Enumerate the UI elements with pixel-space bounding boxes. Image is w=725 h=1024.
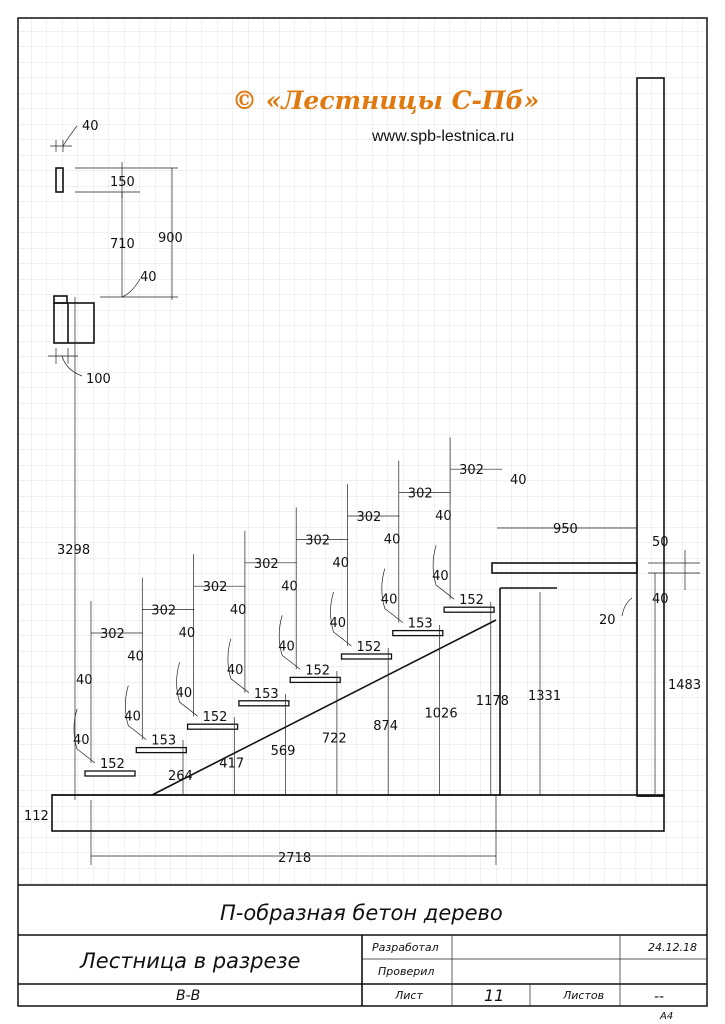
height-label: 1178	[475, 694, 509, 709]
tread-thickness-label: 40	[435, 509, 452, 525]
riser-height-label: 153	[407, 616, 433, 632]
tread-thickness-label: 40	[124, 709, 141, 725]
height-label: 569	[270, 744, 296, 759]
dim-post-top: 40	[140, 270, 157, 285]
tread-thickness-label: 40	[278, 639, 295, 655]
dim-900: 900	[158, 231, 183, 246]
height-label: 264	[168, 769, 193, 784]
riser-height-label: 153	[151, 733, 177, 749]
tread-thickness-label: 40	[226, 662, 244, 678]
riser-height-label: 152	[459, 593, 484, 609]
sheets-label: Листов	[563, 989, 605, 1002]
dim-rail-height: 150	[110, 175, 135, 190]
going-label: 302	[356, 510, 382, 525]
riser-height-label: 152	[100, 757, 125, 772]
dim-landing-thickness: 50	[652, 535, 669, 550]
tread-thickness-label: 40	[383, 532, 401, 548]
tread-thickness-label: 40	[510, 473, 527, 488]
sheet-label: Лист	[395, 989, 423, 1002]
tread-thickness-label: 40	[73, 733, 90, 748]
dim-landing-edge: 20	[599, 613, 616, 628]
site-url: www.spb-lestnica.ru	[372, 128, 515, 145]
date: 24.12.18	[648, 941, 697, 954]
tread-thickness-label: 40	[329, 616, 347, 631]
going-label: 302	[305, 533, 331, 549]
riser-height-label: 153	[253, 686, 279, 702]
tread-thickness-label: 40	[380, 592, 398, 608]
dim-rail-gap: 710	[110, 237, 135, 252]
dim-landing-length: 950	[553, 522, 578, 537]
height-label: 417	[219, 756, 245, 772]
tread-thickness-label: 40	[178, 626, 196, 642]
grid-background	[18, 18, 707, 885]
sheets-value: --	[654, 989, 665, 1005]
going-label: 302	[151, 603, 177, 619]
project-title: П-образная бетон дерево	[220, 901, 503, 925]
height-label: 874	[373, 719, 399, 734]
dim-landing-side: 40	[652, 592, 669, 607]
going-label: 302	[100, 627, 125, 642]
dim-total-height: 3298	[57, 543, 91, 558]
tread-thickness-label: 40	[229, 602, 247, 618]
dim-floor-thickness: 112	[24, 809, 49, 824]
tread-thickness-label: 40	[332, 556, 350, 571]
going-label: 302	[253, 556, 279, 572]
riser-height-label: 152	[202, 710, 228, 726]
tread-thickness-label: 40	[175, 686, 193, 702]
tread-thickness-label: 40	[281, 579, 298, 595]
tread-thickness-label: 40	[127, 649, 144, 665]
riser-height-label: 152	[305, 663, 331, 679]
going-label: 302	[459, 463, 484, 479]
dim-post-width: 100	[86, 372, 111, 387]
drawing-title: Лестница в разрезе	[80, 949, 301, 973]
title-block	[18, 885, 707, 1022]
height-label: 1026	[424, 706, 458, 722]
format-label: А4	[660, 1011, 674, 1022]
tread-thickness-label: 40	[432, 569, 449, 585]
dim-landing-height: 1483	[668, 678, 702, 693]
sheet-number: 11	[484, 986, 505, 1005]
riser-height-label: 152	[356, 640, 382, 655]
going-label: 302	[202, 580, 228, 596]
dim-support-height: 1331	[528, 689, 562, 704]
developed-label: Разработал	[372, 941, 439, 954]
dim-total-length: 2718	[278, 851, 312, 866]
going-label: 302	[407, 486, 433, 502]
logo-text: © «Лестницы С-Пб»	[232, 86, 540, 115]
dim-rail-thickness: 40	[82, 119, 99, 134]
tread-thickness-label: 40	[76, 673, 93, 688]
height-label: 722	[321, 731, 347, 747]
checked-label: Проверил	[378, 965, 435, 978]
section-label: В-В	[176, 988, 201, 1004]
